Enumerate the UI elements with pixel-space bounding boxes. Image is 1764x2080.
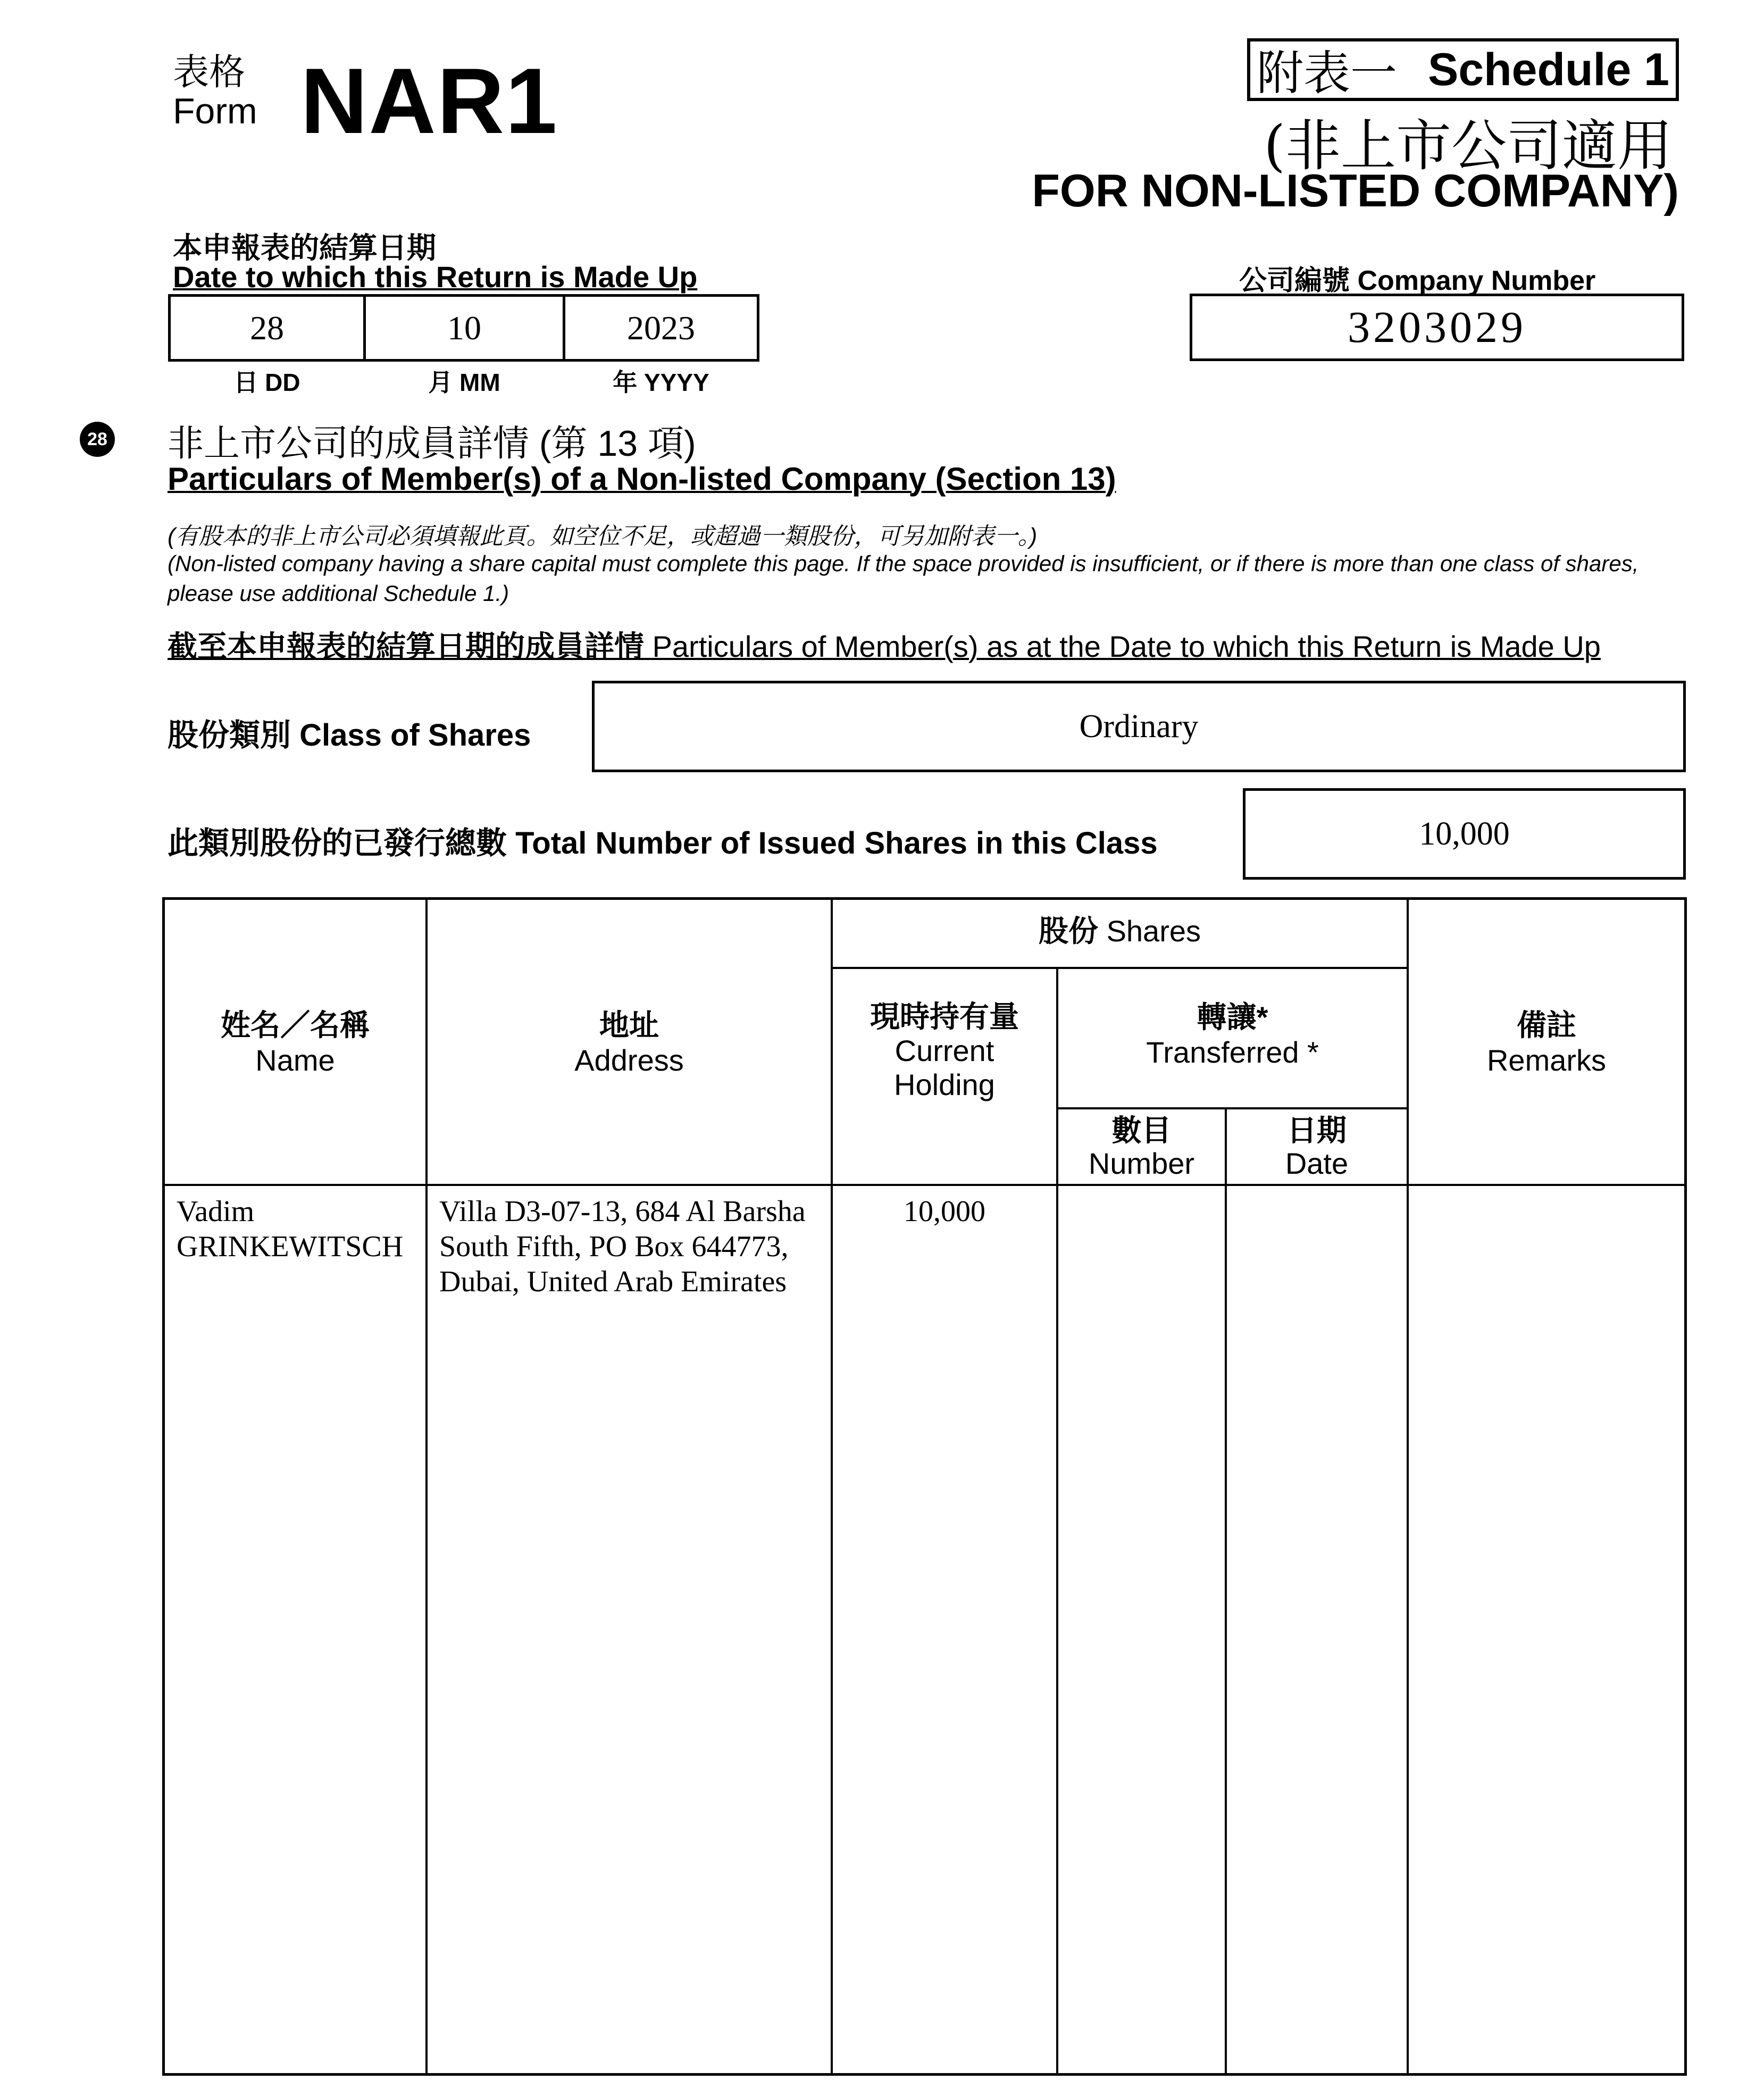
class-of-shares-label-en: Class of Shares [299, 718, 531, 753]
column-header-current-holding-zh: 現時持有量 [870, 1000, 1019, 1033]
section-note-en: (Non-listed company having a share capital must complete this page. If the space provided is insufficient, or if there is more than one class of shares, please use additional Schedule 1.) [168, 551, 1639, 606]
column-header-remarks-en: Remarks [1486, 1043, 1607, 1077]
member-address [439, 1194, 806, 1299]
column-header-transferred-en: Transferred * [1146, 1035, 1319, 1069]
table-border-bottom [162, 2073, 1687, 2076]
table-row-divider-shares [831, 967, 1409, 969]
member-address-line-3: Dubai, United Arab Emirates [439, 1265, 787, 1298]
class-of-shares-label [168, 710, 531, 755]
return-date-month: 10 [363, 294, 565, 362]
table-border-right [1684, 897, 1687, 2076]
member-name-line-2: GRINKEWITSCH [177, 1230, 404, 1263]
particulars-heading [168, 623, 1601, 666]
column-header-date-en: Date [1285, 1147, 1349, 1180]
table-header-divider [162, 1184, 1687, 1186]
column-header-address [428, 1008, 831, 1078]
return-date-label-zh: 本申報表的結算日期 [173, 231, 437, 264]
column-header-shares-zh: 股份 [1039, 914, 1098, 948]
return-date-year: 2023 [563, 294, 759, 362]
member-current-holding: 10,000 [904, 1195, 985, 1228]
table-row-divider-transferred [1056, 1107, 1409, 1109]
return-date-label-en: Date to which this Return is Made Up [173, 260, 698, 294]
company-number-label: 公司編號 Company Number [1239, 265, 1596, 296]
column-header-current-holding-en-2: Holding [894, 1068, 995, 1101]
member-name-line-1: Vadim [177, 1195, 255, 1228]
table-row [177, 1194, 403, 1264]
column-header-date-zh: 日期 [1287, 1114, 1347, 1147]
particulars-heading-en: Particulars of Member(s) as at the Date to which this Return is Made Up [652, 630, 1601, 663]
schedule-box [1247, 38, 1679, 101]
column-header-address-zh: 地址 [599, 1008, 659, 1042]
column-header-current-holding [833, 1000, 1056, 1102]
column-header-shares-en: Shares [1106, 914, 1201, 948]
total-issued-shares-label [168, 818, 1158, 863]
section-number-badge: 28 [80, 422, 115, 457]
company-number-value: 3203029 [1190, 294, 1684, 361]
return-date-day: 28 [168, 294, 366, 362]
class-of-shares-value: Ordinary [592, 681, 1686, 772]
column-header-name-en: Name [255, 1043, 335, 1077]
column-header-current-holding-en-1: Current [894, 1034, 994, 1067]
nonlisted-label-zh: (非上市公司適用 [1264, 113, 1673, 178]
column-header-number [1058, 1114, 1225, 1180]
nonlisted-label-en: FOR NON-LISTED COMPANY) [1032, 165, 1679, 216]
total-issued-shares-value: 10,000 [1243, 788, 1686, 880]
column-header-transferred-zh: 轉讓* [1197, 1000, 1268, 1034]
column-header-date [1227, 1114, 1407, 1180]
column-header-remarks [1409, 1008, 1684, 1078]
class-of-shares-label-zh: 股份類別 [168, 718, 291, 753]
form-label-en: Form [173, 91, 257, 131]
section-note-zh: (有股本的非上市公司必須填報此頁。如空位不足，或超過一類股份，可另加附表一。) [168, 523, 1038, 549]
column-header-number-zh: 數目 [1111, 1114, 1172, 1147]
section-title-zh: 非上市公司的成員詳情 (第 13 項) [168, 423, 696, 464]
column-header-name [165, 1008, 425, 1078]
column-header-name-zh: 姓名／名稱 [221, 1008, 370, 1042]
column-header-transferred [1058, 1000, 1407, 1070]
schedule-label-zh: 附表一 [1257, 46, 1398, 101]
particulars-heading-zh: 截至本申報表的結算日期的成員詳情 [168, 630, 644, 663]
form-label-zh: 表格 [173, 52, 246, 93]
column-header-remarks-zh: 備註 [1517, 1008, 1576, 1042]
section-title-en: Particulars of Member(s) of a Non-listed Company (Section 13) [168, 461, 1116, 497]
total-issued-shares-label-zh: 此類別股份的已發行總數 [168, 826, 507, 861]
return-date-year-caption: 年 YYYY [613, 369, 709, 396]
return-date-month-caption: 月 MM [428, 369, 500, 396]
total-issued-shares-label-en: Total Number of Issued Shares in this Class [515, 826, 1158, 861]
schedule-label-en: Schedule 1 [1427, 44, 1669, 95]
form-code: NAR1 [300, 49, 558, 153]
table-border-top [162, 897, 1687, 900]
member-address-line-1: Villa D3-07-13, 684 Al Barsha [439, 1195, 806, 1228]
return-date-day-caption: 日 DD [233, 369, 300, 396]
table-col-divider-number [1225, 1108, 1227, 2076]
column-header-address-en: Address [574, 1043, 684, 1077]
member-address-line-2: South Fifth, PO Box 644773, [439, 1230, 789, 1263]
column-header-number-en: Number [1088, 1147, 1195, 1180]
column-header-shares [833, 914, 1407, 949]
